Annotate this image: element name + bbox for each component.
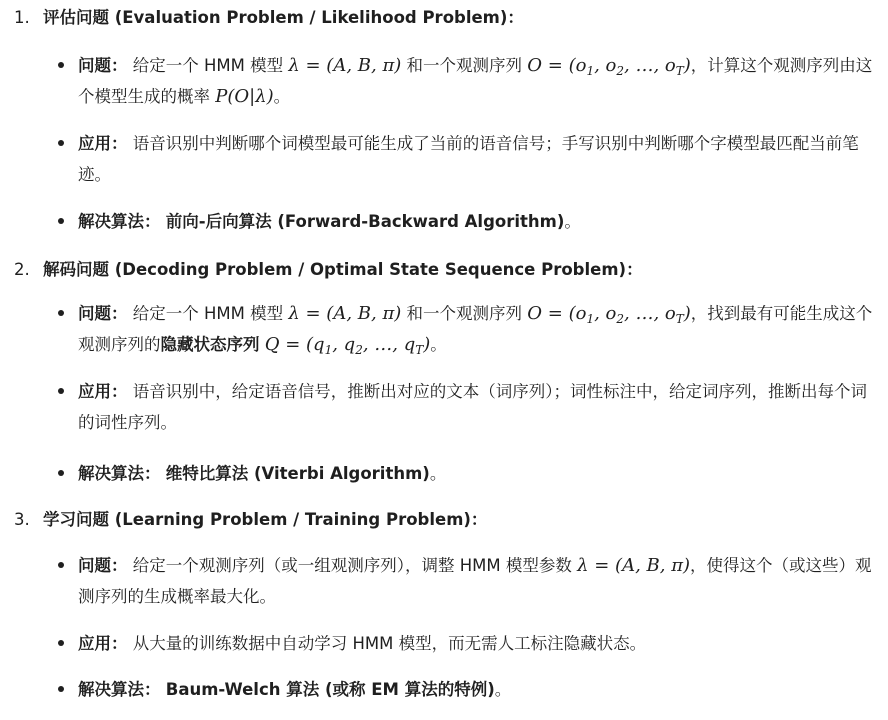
math-formula: $O = (o_1$, $o_2$, …, $o_T$) (527, 303, 691, 326)
problem-item (78, 550, 878, 612)
problem-item (78, 298, 878, 360)
item-text: 。 (430, 335, 447, 354)
bullet-dot (58, 562, 64, 568)
bullet-dot (58, 310, 64, 316)
item-label: 解决算法： (78, 680, 161, 699)
emphasis-text: 隐藏状态序列 (160, 335, 260, 354)
application-item (78, 128, 878, 190)
algorithm-name: Baum-Welch 算法 (或称 EM 算法的特例) (165, 680, 495, 699)
bullet-dot (58, 388, 64, 394)
item-text: 和一个观测序列 (406, 304, 523, 323)
item-label: 问题： (78, 56, 128, 75)
section-title: 解码问题 (Decoding Problem / Optimal State Sequence Problem)： (43, 260, 643, 279)
math-formula: P(O|λ) (215, 86, 274, 107)
item-text: 和一个观测序列 (406, 56, 523, 75)
item-label: 问题： (78, 304, 128, 323)
solution-item (78, 458, 878, 489)
item-text: 给定一个观测序列（或一组观测序列），调整 HMM 模型参数 (132, 556, 572, 575)
application-item (78, 376, 878, 438)
bullet-dot (58, 140, 64, 146)
section-2-heading (0, 254, 888, 286)
math-formula: λ = (A, B, π) (288, 55, 402, 76)
item-label: 解决算法： (78, 464, 161, 483)
item-text: ，计算这个观测序列由这个模型生成的概率 (78, 56, 873, 106)
item-text: 。 (494, 680, 512, 699)
item-label: 问题： (78, 556, 128, 575)
section-number: 3. (14, 510, 30, 529)
application-item (78, 628, 878, 659)
math-formula: λ = (A, B, π) (577, 555, 691, 576)
section-3-heading (0, 504, 888, 536)
item-text: 给定一个 HMM 模型 (132, 56, 284, 75)
bullet-dot (58, 686, 64, 692)
solution-item (78, 674, 878, 705)
section-title: 评估问题 (Evaluation Problem / Likelihood Problem)： (43, 8, 524, 27)
item-text: ，使得这个（或这些）观测序列的生成概率最大化。 (78, 556, 872, 606)
math-formula: λ = (A, B, π) (288, 303, 402, 324)
section-title: 学习问题 (Learning Problem / Training Problem)： (43, 510, 488, 529)
bullet-dot (58, 640, 64, 646)
item-text: 给定一个 HMM 模型 (132, 304, 284, 323)
bullet-dot (58, 62, 64, 68)
item-label: 应用： (78, 634, 128, 653)
item-text: 。 (429, 464, 447, 483)
item-label: 应用： (78, 134, 128, 153)
item-text: 从大量的训练数据中自动学习 HMM 模型，而无需人工标注隐藏状态。 (132, 634, 647, 653)
item-text: ，找到最有可能生成这个观测序列的 (78, 304, 873, 354)
section-number: 2. (14, 260, 30, 279)
item-text: 语音识别中判断哪个词模型最可能生成了当前的语音信号；手写识别中判断哪个字模型最匹配当前笔迹。 (78, 134, 859, 184)
solution-item (78, 206, 878, 237)
algorithm-name: 维特比算法 (Viterbi Algorithm) (165, 464, 430, 483)
algorithm-name: 前向-后向算法 (Forward-Backward Algorithm) (165, 212, 565, 231)
item-label: 应用： (78, 382, 128, 401)
item-label: 解决算法： (78, 212, 161, 231)
problem-item (78, 50, 878, 112)
section-1-heading (0, 2, 888, 34)
math-formula: $O = (o_1$, $o_2$, …, $o_T$) (527, 55, 691, 78)
bullet-dot (58, 470, 64, 476)
item-text: 。 (564, 212, 581, 231)
item-text: 语音识别中，给定语音信号，推断出对应的文本（词序列）；词性标注中，给定词序列，推断出每个词的词性序列。 (78, 382, 867, 432)
section-number: 1. (14, 8, 30, 27)
bullet-dot (58, 218, 64, 224)
item-text: 。 (273, 87, 291, 106)
math-formula: $Q = (q_1$, $q_2$, …, $q_T$) (264, 334, 431, 357)
